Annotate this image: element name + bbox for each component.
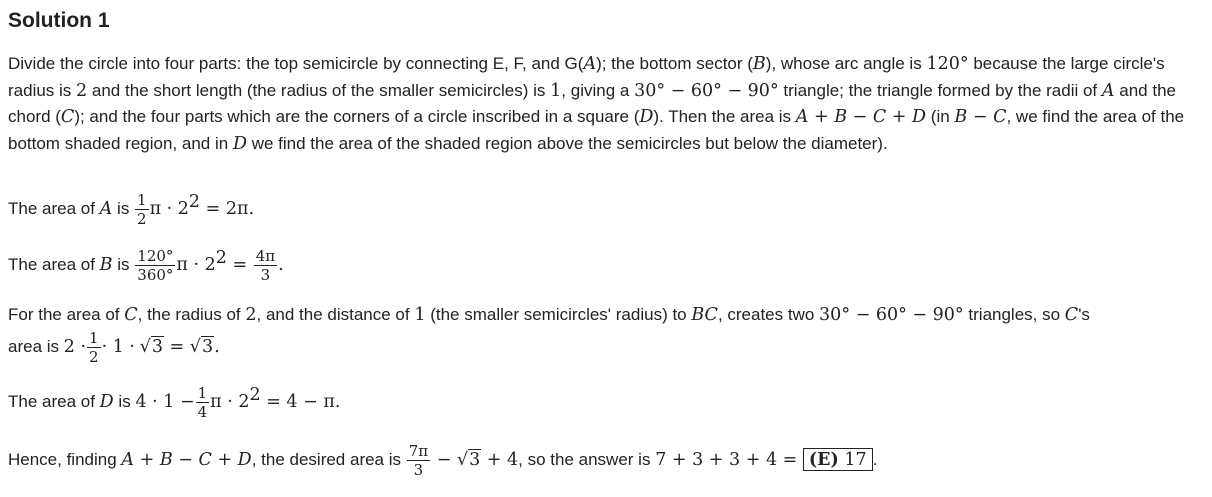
math-var: B [99, 254, 113, 275]
math-var: D [639, 107, 654, 128]
math-expr: . [278, 254, 284, 275]
line-text: , the desired area is [251, 449, 406, 469]
line-text: is [112, 254, 135, 274]
line-text: , and the distance of [256, 305, 415, 324]
math-var: A [583, 54, 597, 74]
line-text: For the area of [8, 305, 125, 324]
math-expr: 2 [245, 305, 257, 325]
intro-text: , giving a [561, 80, 635, 100]
math-expr: 30° − 60° − 90° [819, 305, 964, 325]
math-expr: 2 · [63, 336, 87, 357]
math-expr: . [214, 336, 220, 357]
math-var: C [124, 305, 138, 325]
line-text: triangles, so [963, 305, 1065, 324]
math-expr: π · 2 [210, 391, 250, 412]
math-var: D [232, 133, 247, 154]
line-text: . [872, 449, 878, 469]
radicand: 3 [151, 336, 163, 357]
math-expr: − [431, 449, 457, 470]
intro-text: , we find the area of the bottom shaded region, and in [8, 107, 1185, 153]
line-text: , the radius of [137, 305, 246, 324]
line-text: is [112, 198, 135, 218]
intro-text: and the chord ( [8, 80, 1176, 127]
intro-text: ). Then the area is [653, 107, 796, 127]
math-expr: B − C [954, 107, 1007, 128]
answer-choice: (E) [808, 449, 839, 470]
line-text: Hence, finding [8, 449, 122, 469]
answer-value: 17 [844, 449, 867, 470]
line-text: is [113, 391, 136, 411]
line-text: , so the answer is [518, 449, 656, 469]
numerator: 1 [197, 384, 208, 402]
radicand: 3 [201, 336, 214, 357]
math-expr: 1 [550, 80, 562, 101]
numerator: 120° [137, 247, 174, 265]
math-var: B [752, 54, 766, 74]
math-expr: + 4 [481, 449, 519, 470]
math-expr: = 4 − π. [260, 391, 341, 412]
intro-text: triangle; the triangle formed by the radii of [778, 80, 1102, 100]
math-expr: A + B − C + D [121, 449, 252, 470]
math-expr: · 1 · [101, 336, 135, 357]
math-var: A [1101, 80, 1115, 101]
intro-text: we find the area of the shaded region above the semicircles but below the diameter). [246, 133, 888, 153]
line-text: area is [8, 336, 64, 356]
numerator: 4π [255, 247, 276, 265]
square-root: √3 [456, 449, 481, 470]
final-answer-line [8, 443, 877, 478]
intro-text: ); the bottom sector ( [596, 54, 753, 73]
math-expr: 4 · 1 − [135, 391, 195, 412]
denominator: 360° [137, 266, 174, 284]
fraction [407, 443, 430, 478]
denominator: 3 [260, 266, 271, 284]
math-expr: = [163, 336, 190, 357]
math-var: BC [691, 305, 718, 325]
intro-text: and the short length (the radius of the smaller semicircles) is [87, 80, 551, 100]
math-var: A [99, 198, 113, 219]
exponent: 2 [188, 191, 201, 212]
denominator: 4 [197, 403, 208, 421]
area-b-line [8, 248, 284, 283]
area-c-line-1 [8, 305, 1090, 325]
line-text: The area of [8, 198, 100, 218]
math-expr: 1 [414, 305, 426, 325]
intro-text: because the large circle's radius is [8, 54, 1165, 100]
solution-title: Solution 1 [8, 9, 110, 32]
math-var: C [60, 107, 75, 128]
line-text: (the smaller semicircles' radius) to [425, 305, 692, 324]
line-text: , creates two [717, 305, 820, 324]
fraction [196, 385, 210, 420]
fraction [135, 192, 149, 227]
fraction [135, 248, 175, 283]
math-expr: = [226, 254, 253, 275]
answer-box [803, 448, 873, 471]
math-expr: = 2π. [200, 198, 255, 219]
math-expr: A + B − C + D [795, 107, 927, 128]
intro-text: (in [926, 107, 955, 127]
numerator: 1 [137, 191, 147, 209]
square-root: √3 [139, 336, 163, 357]
fraction [254, 248, 277, 283]
intro-text: Divide the circle into four parts: the top semicircle by connecting E, F, and G( [8, 54, 584, 73]
math-expr: 120° [926, 54, 969, 74]
denominator: 2 [89, 348, 99, 366]
line-text: The area of [8, 391, 100, 411]
exponent: 2 [215, 247, 227, 268]
square-root: √3 [189, 336, 214, 357]
radicand: 3 [469, 449, 481, 470]
line-text: 's [1078, 305, 1090, 324]
numerator: 1 [89, 329, 99, 347]
fraction [87, 330, 101, 365]
math-expr: 2 [76, 80, 88, 101]
intro-text: ); and the four parts which are the corners of a circle inscribed in a square ( [74, 107, 640, 127]
area-a-line [8, 192, 254, 227]
denominator: 3 [413, 461, 424, 479]
intro-text: ), whose arc angle is [765, 54, 927, 73]
math-var: C [1064, 305, 1079, 325]
denominator: 2 [137, 210, 147, 228]
exponent: 2 [249, 384, 261, 405]
math-expr: 30° − 60° − 90° [634, 80, 779, 101]
area-c-line-2 [8, 330, 220, 365]
line-text: The area of [8, 254, 100, 274]
math-expr: 7 + 3 + 3 + 4 = [655, 449, 803, 470]
math-var: D [99, 391, 114, 412]
area-d-line [8, 385, 340, 420]
math-expr: π · 2 [149, 198, 189, 219]
numerator: 7π [408, 442, 429, 460]
math-expr: π · 2 [176, 254, 216, 275]
intro-paragraph [8, 51, 1204, 157]
